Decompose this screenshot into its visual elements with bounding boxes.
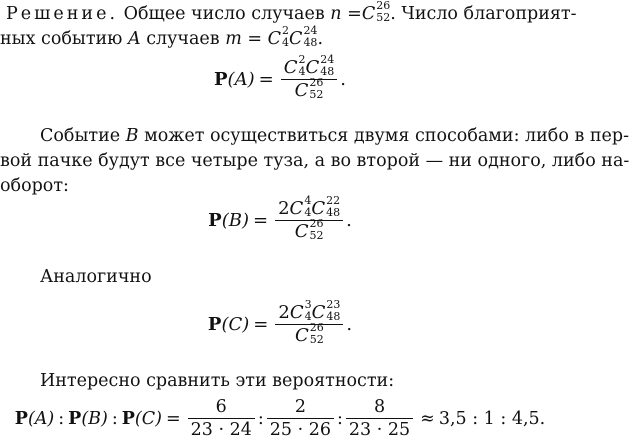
ratio-result: 3,5 : 1 : 4,5. [438,408,546,429]
fraction [188,396,255,441]
event-arg: (B) [221,210,249,231]
line [0,0,577,27]
approx-sign: ≈ [420,408,435,429]
dot: . [340,69,346,90]
dot: . [346,210,352,231]
prob-symbol: P [68,408,82,429]
colon: : [257,408,264,429]
denominator: 23 · 24 [190,420,252,440]
sub: 52 [376,11,391,24]
numerator: 2 [294,397,306,417]
equals: = [252,210,269,231]
fraction [267,396,334,441]
sup: 22 [326,193,341,207]
line: оборот: [0,176,69,196]
equals: = [347,4,362,24]
sup: 24 [320,52,335,66]
sup: 3 [304,297,312,311]
numerator: 6 [215,397,227,417]
paragraph-compare [0,369,560,394]
c-letter: C [311,198,326,219]
var-n: n [330,4,342,24]
sup: 23 [326,297,341,311]
sub: 48 [320,64,335,78]
event-arg: (C) [134,408,162,429]
line [0,124,629,149]
c-letter: C [294,325,309,346]
sub: 48 [303,36,318,49]
c-letter: C [305,57,320,78]
colon: : [111,408,118,429]
line: Интересно сравнить эти вероятности: [40,371,395,391]
c-letter: C [294,80,309,101]
colon: : [58,408,65,429]
c-letter: C [294,221,309,242]
sub: 48 [326,309,341,323]
c-letter: C [289,302,304,323]
prob-symbol: P [208,210,222,231]
text: случаев [146,29,220,49]
sub: 52 [309,87,324,101]
denominator [292,75,327,102]
line [0,24,560,52]
sup: 2 [282,24,290,37]
text: может осуществиться двумя способами: либо в пер- [144,126,629,146]
equals: = [247,29,263,49]
c-letter: C [267,29,282,49]
event-arg: (A) [27,408,55,429]
equation-p-b [0,193,560,243]
sup: 24 [303,24,318,37]
sub: 4 [282,36,290,49]
binom-c4-2 [267,24,290,52]
equation-p-c [0,297,560,347]
text: Событие [40,126,121,146]
c-letter: C [311,302,326,323]
c-letter: C [289,198,304,219]
prob-symbol: P [214,69,228,90]
event-arg: (C) [221,314,250,335]
sub: 52 [309,332,324,346]
text: ных событию [0,29,123,49]
line: вой пачке будут все четыре туза, а во второй — ни одного, либо на- [0,151,629,171]
c-letter: C [283,57,298,78]
paragraph-event-b [0,124,629,199]
sub: 4 [304,309,312,323]
dot: . [317,29,324,49]
solution-label: Решение. [6,4,119,24]
sup: 26 [309,216,324,230]
text: . Число благоприят- [390,4,577,24]
sup: 4 [304,193,312,207]
coefficient: 2 [278,302,290,323]
prob-symbol: P [121,408,135,429]
line: Аналогично [40,267,152,287]
sub: 52 [309,228,324,242]
sup: 2 [298,52,306,66]
equals: = [258,69,274,90]
equals: = [253,314,269,335]
equation-p-a [0,52,560,102]
event-arg: (B) [81,408,108,429]
sup: 26 [309,320,324,334]
denominator [292,320,327,347]
var-B: B [125,126,139,146]
sup: 26 [376,0,391,12]
paragraph-similarly [0,265,560,290]
sup: 26 [309,75,324,89]
numerator: 8 [373,397,386,417]
denominator: 25 · 26 [269,420,331,440]
binom-c52-26 [362,2,390,27]
prob-symbol: P [14,408,28,429]
dot: . [346,314,353,335]
fraction [281,52,338,102]
equation-ratio [0,396,560,441]
denominator: 23 · 25 [348,420,411,440]
sub: 48 [326,205,341,219]
fraction [275,297,343,347]
text: Общее число случаев [123,4,325,24]
equals: = [165,408,181,429]
var-A: A [127,29,141,49]
binom-c48-24 [289,24,318,52]
sub: 4 [304,205,312,219]
colon: : [337,408,343,429]
prob-symbol: P [207,314,222,335]
var-m: m [225,29,242,49]
fraction [275,193,343,243]
fraction [346,396,413,441]
c-letter: C [361,4,376,24]
denominator [292,216,327,243]
coefficient: 2 [278,198,290,219]
c-letter: C [289,29,303,49]
sub: 4 [298,64,306,78]
paragraph-solution-intro [0,0,577,52]
event-arg: (A) [227,69,255,90]
